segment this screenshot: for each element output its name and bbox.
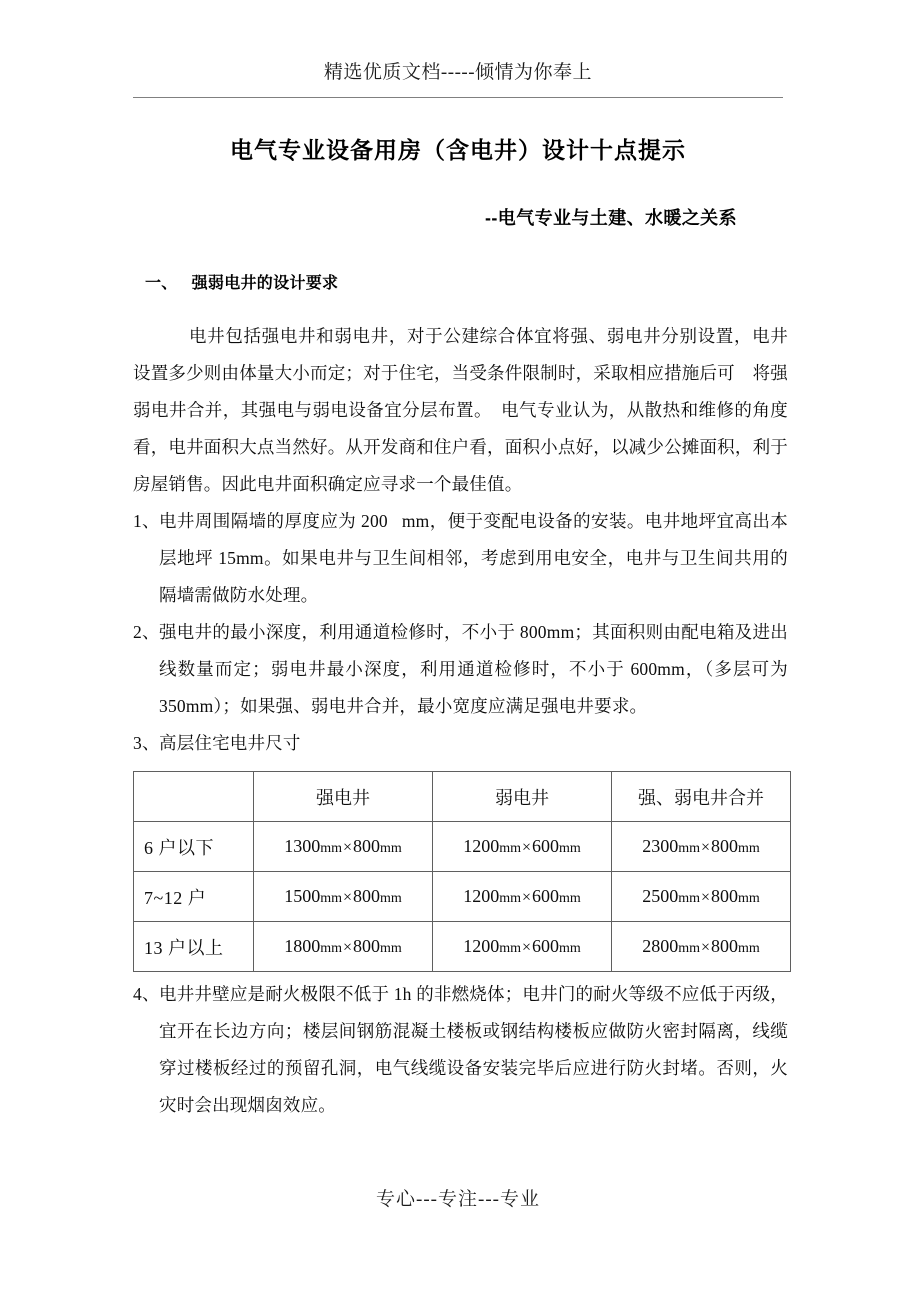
dim-height: 800 <box>711 886 739 906</box>
table-row-label: 6 户以下 <box>134 822 254 872</box>
list-item-text-b: mm，便于变配电设备的安装。电井地坪宜高出本层地坪 15mm。如果电井与卫生间相邻，考虑到用电安全，电井与卫生间共用的隔墙需做防水处理。 <box>159 511 788 605</box>
table-header-cell-combined: 强、弱电井合并 <box>612 772 791 822</box>
list-item-text: 高层住宅电井尺寸 <box>159 733 301 753</box>
dim-height: 600 <box>532 836 560 856</box>
page-title: 电气专业设备用房（含电井）设计十点提示 <box>230 137 686 163</box>
list-item-text: 强电井的最小深度，利用通道检修时，不小于 800mm；其面积则由配电箱及进出线数量而定；弱电井最小深度，利用通道检修时，不小于 600mm，（多层可为 350mm）；如果强、弱电井合并，最小宽度应满足强电井要求。 <box>159 622 788 716</box>
section-heading-number: 一、 <box>145 275 178 292</box>
list-item <box>133 976 788 1124</box>
list-item-number: 2、 <box>133 622 160 642</box>
dim-unit: mm <box>380 891 402 906</box>
dim-unit: mm <box>559 891 581 906</box>
dim-unit: mm <box>320 941 342 956</box>
list-item-number: 1、 <box>133 511 160 531</box>
header-divider-rule <box>133 97 783 98</box>
table-cell-combined <box>612 922 791 972</box>
dim-height: 600 <box>532 886 560 906</box>
dim-separator: × <box>521 939 532 956</box>
dim-unit: mm <box>499 891 521 906</box>
table-row <box>134 872 791 922</box>
table-row-label: 13 户以上 <box>134 922 254 972</box>
list-item-number: 3、 <box>133 733 160 753</box>
table-header-cell-strong: 强电井 <box>254 772 433 822</box>
dim-unit: mm <box>559 941 581 956</box>
shaft-size-table-wrapper <box>133 771 790 972</box>
dim-width: 1800 <box>284 936 321 956</box>
list-item-text-a: 电井周围隔墙的厚度应为 200 <box>159 511 388 531</box>
dim-width: 1500 <box>284 886 321 906</box>
dim-height: 800 <box>353 836 381 856</box>
document-body <box>133 318 788 1124</box>
running-header <box>133 60 783 86</box>
list-item-text: 电井井壁应是耐火极限不低于 1h 的非燃烧体；电井门的耐火等级不应低于丙级，宜开在长边方向；楼层间钢筋混凝土楼板或钢结构楼板应做防火密封隔离，线缆穿过楼板经过的预留孔洞，电气线缆设备安装完毕后应进行防火封堵。否则，火灾时会出现烟囱效应。 <box>159 984 788 1115</box>
dim-unit: mm <box>320 891 342 906</box>
section-heading <box>145 272 338 296</box>
dim-separator: × <box>700 839 711 856</box>
dim-width: 1200 <box>463 936 500 956</box>
dim-unit: mm <box>738 941 760 956</box>
table-cell-combined <box>612 822 791 872</box>
table-row <box>134 822 791 872</box>
dim-unit: mm <box>678 941 700 956</box>
dim-height: 800 <box>353 886 381 906</box>
dim-separator: × <box>342 939 353 956</box>
table-cell-strong <box>254 872 433 922</box>
dim-width: 1200 <box>463 886 500 906</box>
dim-width: 2300 <box>642 836 679 856</box>
dim-separator: × <box>342 839 353 856</box>
dim-unit: mm <box>320 841 342 856</box>
page-subtitle: --电气专业与土建、水暖之关系 <box>485 208 737 228</box>
table-header-row <box>134 772 791 822</box>
table-cell-strong <box>254 822 433 872</box>
dim-height: 800 <box>711 836 739 856</box>
dim-unit: mm <box>380 841 402 856</box>
dim-unit: mm <box>738 891 760 906</box>
table-row-label: 7~12 户 <box>134 872 254 922</box>
dim-unit: mm <box>738 841 760 856</box>
running-header-text: 精选优质文档-----倾情为你奉上 <box>323 62 593 83</box>
dim-unit: mm <box>678 841 700 856</box>
table-cell-weak <box>433 822 612 872</box>
table-cell-strong <box>254 922 433 972</box>
dim-separator: × <box>521 839 532 856</box>
page-footer: 专心---专注---专业 <box>376 1189 540 1210</box>
table-cell-weak <box>433 872 612 922</box>
list-item <box>133 614 788 725</box>
dim-unit: mm <box>499 941 521 956</box>
table-cell-weak <box>433 922 612 972</box>
dim-width: 1300 <box>284 836 321 856</box>
intro-paragraph: 电井包括强电井和弱电井，对于公建综合体宜将强、弱电井分别设置，电井设置多少则由体量大小而定；对于住宅，当受条件限制时，采取相应措施后可 将强弱电井合并，其强电与弱电设备宜分层布置。 电气专业认为，从散热和维修的角度看，电井面积大点当然好。从开发商和住户看，面积小点好，以减少公摊面积，利于房屋销售。因此电井面积确定应寻求一个最佳值。 <box>133 326 788 494</box>
dim-unit: mm <box>380 941 402 956</box>
dim-height: 600 <box>532 936 560 956</box>
shaft-size-table <box>133 771 791 972</box>
dim-width: 2500 <box>642 886 679 906</box>
table-header-cell-blank <box>134 772 254 822</box>
list-item <box>133 725 788 762</box>
dim-unit: mm <box>678 891 700 906</box>
dim-unit: mm <box>559 841 581 856</box>
dim-width: 1200 <box>463 836 500 856</box>
table-cell-combined <box>612 872 791 922</box>
dim-unit: mm <box>499 841 521 856</box>
section-heading-label: 强弱电井的设计要求 <box>191 275 339 292</box>
dim-separator: × <box>700 939 711 956</box>
table-header-cell-weak: 弱电井 <box>433 772 612 822</box>
table-row <box>134 922 791 972</box>
dim-separator: × <box>342 889 353 906</box>
dim-height: 800 <box>711 936 739 956</box>
dim-separator: × <box>700 889 711 906</box>
dim-separator: × <box>521 889 532 906</box>
dim-width: 2800 <box>642 936 679 956</box>
list-item-number: 4、 <box>133 984 160 1004</box>
dim-height: 800 <box>353 936 381 956</box>
list-item <box>133 503 788 614</box>
